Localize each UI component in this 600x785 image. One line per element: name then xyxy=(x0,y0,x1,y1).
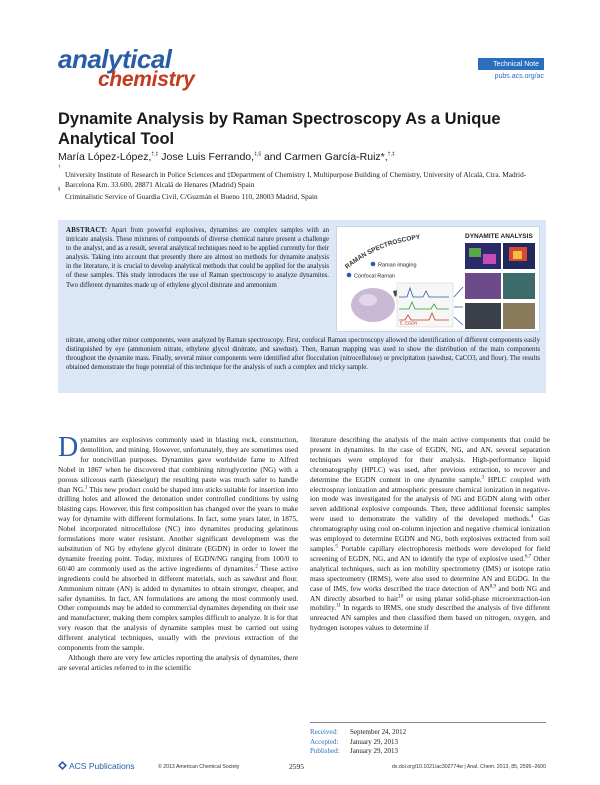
citation-ref[interactable]: 6,7 xyxy=(524,554,532,560)
toc-arc-text: RAMAN SPECTROSCOPY xyxy=(343,234,421,271)
bullet-icon xyxy=(371,262,376,267)
body-paragraph xyxy=(58,432,298,653)
body-text: In regards to IRMS, one study described the analysis of five different unreacted AN samples and then classified them based on nitrogen, oxygen, and hydrogen isotopes values to determine if xyxy=(310,603,550,633)
abstract-box xyxy=(58,220,546,393)
page-footer xyxy=(58,760,546,774)
article-type-badge: Technical Note xyxy=(478,58,544,70)
dynamite-sample-highlight xyxy=(359,294,377,306)
affiliation-text: Criminalistic Service of Guardia Civil, C/Guzmán el Bueno 110, 28003 Madrid, Spain xyxy=(65,192,318,201)
article-title: Dynamite Analysis by Raman Spectroscopy As a Unique Analytical Tool xyxy=(58,110,501,148)
publisher-name: ACS Publications xyxy=(69,761,135,771)
page-number: 2595 xyxy=(289,762,304,771)
raman-map-region xyxy=(513,251,522,259)
author-name[interactable]: Jose Luis Ferrando, xyxy=(161,151,255,163)
citation-ref[interactable]: 3 xyxy=(481,475,485,481)
connector-lines xyxy=(454,287,463,325)
body-text: These active ingredients could be absorbed in different materials, such as sawdust and flour. Ammonium nitrate (AN) is added to dynamites to obtain stronger, cheaper, and safer dynamites. In fact, AN formulations are among the most commonly used. Other compounds may be added to commercial dynamites depending on their use and manufacturer, making them complex samples difficult to analyze. It is for that very reason that the analysis of dynamite samples must be carried out using different analytical techniques, usually with the previous extraction of the components from the sample. xyxy=(58,563,298,653)
date-label: Published: xyxy=(310,747,340,755)
drop-cap: D xyxy=(58,432,79,463)
date-row xyxy=(310,738,546,748)
date-row xyxy=(310,728,546,738)
author-name[interactable]: and Carmen García-Ruiz*, xyxy=(263,151,388,163)
date-row xyxy=(310,747,546,757)
doi-citation-link[interactable]: dx.doi.org/10.1021/ac302774w | Anal. Chem. 2013, 85, 2595−2600 xyxy=(391,764,546,770)
body-text: Portable capillary electrophoresis methods were developed for field screening of EGDN, NG, and AN to identify the type of explosive used. xyxy=(310,543,550,563)
citation-ref[interactable]: 2 xyxy=(255,564,258,570)
body-text: and both NG and AN directly absorbed to hair xyxy=(310,583,550,603)
journal-name-line1: analytical xyxy=(58,44,172,74)
raman-map-region xyxy=(483,254,496,264)
micrograph-image xyxy=(503,273,535,299)
citation-ref[interactable]: 5 xyxy=(335,544,338,550)
raman-map-region xyxy=(469,248,481,257)
body-text: Gas chromatography using cool on-column injection and negative chemical ionization was employed to determine EGDN and NG, both explosives extracted from soil samples. xyxy=(310,514,550,553)
body-paragraph xyxy=(310,435,550,633)
author-affiliation-marks: †,‡ xyxy=(387,151,395,158)
citation-ref[interactable]: 11 xyxy=(336,603,341,609)
publisher-logo[interactable] xyxy=(58,761,135,771)
body-column-left xyxy=(58,432,298,673)
affiliation: † University Institute of Research in Police Sciences and ‡Department of Chemistry I, Multipurpose Building of Chemistry, University of Alcalá, Ctra. Madrid-Barcelona Km. 33.600, 28871 Alcalá de Henares (Madrid) Spain xyxy=(58,165,527,189)
affiliation-text: University Institute of Research in Police Sciences and ‡Department of Chemistry I, Multipurpose Building of Chemistry, University of Alcalá, Ctra. Madrid-Barcelona Km. 33.600, 28871 Alcalá de Henares (Madrid) Spain xyxy=(65,170,527,189)
citation-ref[interactable]: 8,9 xyxy=(489,584,496,590)
journal-logo xyxy=(58,46,195,90)
acs-logo-icon xyxy=(58,761,67,770)
dynamite-sample-image xyxy=(351,288,395,322)
citation-ref[interactable]: 4 xyxy=(530,514,534,520)
bullet-icon xyxy=(347,273,352,278)
date-value: January 29, 2013 xyxy=(350,737,399,746)
body-text: or using planar solid-phase microextraction-ion mobility. xyxy=(310,593,551,613)
author-affiliation-marks: ‡,§ xyxy=(254,151,262,158)
micrograph-image xyxy=(465,303,501,329)
author-list xyxy=(58,151,548,163)
abstract-text-part1: Apart from powerful explosives, dynamites are complex samples with an intricate analysis. These mixtures of compounds of diverse chemical nature present a challenge to the analyst, and as a result, several analytical techniques need to be applied currently for their analysis. Taking into account that presently there are almost no methods for dynamite analysis in the literature, it is crucial to develop analytical methods that could be applied for the analysis of these samples. This study introduces the use of Raman spectroscopy to analyze dynamites. Two different dynamites made up of ethylene glycol dinitrate and ammonium xyxy=(66,227,329,289)
body-column-right xyxy=(310,435,550,633)
journal-name-line2: chemistry xyxy=(98,68,195,91)
body-text: literature describing the analysis of the main active components that could be present in dynamites. In the case of EGDN, NG, and AN, several separation techniques were employed for their analysis. High-performance liquid chromatography (HPLC) was used, after previous extraction, to recover and determine the EGDN content in one dynamite sample. xyxy=(310,435,550,484)
author-name[interactable]: María López-López, xyxy=(58,151,152,163)
abstract-paragraph-continued: nitrate, among other minor components, were analyzed by Raman spectroscopy. First, confocal Raman spectroscopy allowed the identification of different components easily distinguished by eye (ammonium nitrate, ethylene glycol dinitrate, and sawdust). Then, Raman mapping was used to show the distribution of the main components throughout the dynamite mass. Finally, several minor components were identified after flocculation (nitrocellulose) or precipitation (sawdust, CaCO3, and flour). The results obtained demonstrate the huge potential of this technique for the analysis of such a complex and tricky sample. xyxy=(66,337,540,372)
toc-item-raman-imaging: Raman imaging xyxy=(378,262,417,269)
abstract-paragraph xyxy=(66,226,329,290)
citation-ref[interactable]: 1 xyxy=(84,485,88,491)
micrograph-image xyxy=(503,303,535,329)
date-label: Received: xyxy=(310,728,338,736)
date-value: September 24, 2012 xyxy=(350,728,407,736)
toc-header: DYNAMITE ANALYSIS xyxy=(465,233,533,240)
body-text: Other analytical techniques, such as ion mobility spectrometry (IMS) or isotope ratio mass spectrometry (IRMS), were also used to determine AN and EGDG. In the case of IMS, few works described the trace detection of AN xyxy=(310,553,550,593)
body-paragraph: Although there are very few articles reporting the analysis of dynamites, there are several articles referred to in the scientific xyxy=(58,652,298,672)
citation-ref[interactable]: 10 xyxy=(398,594,404,600)
body-text: This new product could be shaped into sticks suitable for insertion into drilling holes and allowed the detonation under controlled conditions by using blasting caps. However, this first composition has changed over the years to make way for dynamite with different formulations. In fact, some years later, in 1875, Nobel incorporated nitrocellulose (NC) into dynamites producing gelatinous formulations more water resistant. Another significant development was the substitution of NG by ethylene glycol dinitrate (EGDN) in order to lower the dynamite freezing point. Today, mixtures of EGDN/NG ranging from 100/0 to 60/40 are commonly used as the active ingredients of dynamites. xyxy=(58,484,298,573)
affiliation: § Criminalistic Service of Guardia Civil, C/Guzmán el Bueno 110, 28003 Madrid, Spain xyxy=(58,187,318,201)
abstract-label: ABSTRACT: xyxy=(66,227,108,234)
date-label: Accepted: xyxy=(310,737,339,746)
publication-dates xyxy=(310,722,546,757)
journal-url-link[interactable]: pubs.acs.org/ac xyxy=(494,73,544,80)
micrograph-image xyxy=(465,273,501,299)
copyright-notice: © 2013 American Chemical Society xyxy=(158,764,240,770)
toc-graphic xyxy=(336,226,540,332)
date-value: January 29, 2013 xyxy=(350,747,399,755)
author-affiliation-marks: †,‡ xyxy=(151,151,159,158)
toc-item-confocal-raman: Confocal Raman xyxy=(354,273,395,280)
toc-sample-label: E. EGDN xyxy=(400,320,418,326)
body-text: ynamites are explosives commonly used in blasting rock, construction, demolition, and mining. However, unfortunately, they are sometimes used for noncivilian purposes. Dynamites gave worldwide fame to Alfred Nobel in 1867 when he discovered that combining nitroglycerine (NG) with a porous siliceous earth (kieselgur) the resulting paste was much safer to handle than NG. xyxy=(58,435,298,494)
body-text: HPLC coupled with electrospray ionization and atmospheric pressure chemical ionization in negative-ion mode was investigated for the analysis of NG and EGDN along with other seven additional explosive compounds. Then, three additional forensic samples were used to demonstrate the validity of the developed methods. xyxy=(310,474,550,524)
